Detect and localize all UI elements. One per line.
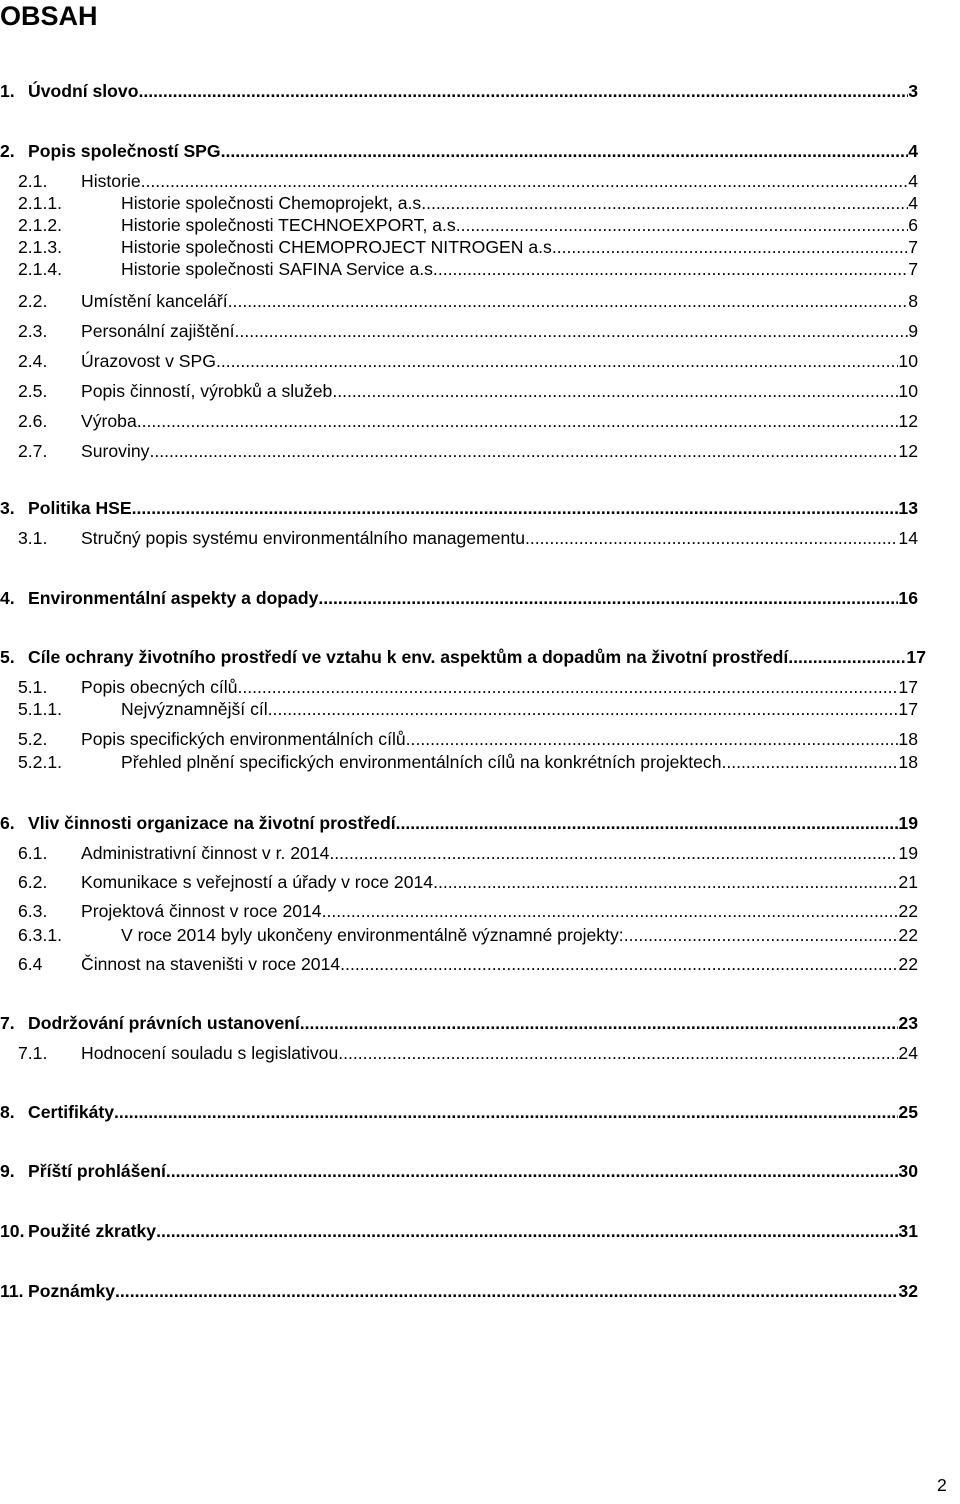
dot-leader [338, 1042, 898, 1064]
toc-entry-page-number: 7 [908, 237, 918, 257]
dot-leader [525, 527, 898, 549]
dot-leader [137, 410, 899, 432]
toc-entry-body [28, 80, 918, 102]
toc-entry-title: Administrativní činnost v r. 2014 [81, 843, 330, 863]
toc-entry-number: 5.2.1. [18, 752, 63, 772]
toc-entry-body [28, 140, 918, 162]
page-number: 2 [937, 1475, 947, 1495]
toc-entry-title: Dodržování právních ustanovení [28, 1013, 300, 1033]
toc-entry-title: Stručný popis systému environmentálního managementu [81, 528, 525, 548]
toc-entry-title: V roce 2014 byly ukončeny environmentálně významné projekty: [121, 925, 624, 945]
toc-entry-page-number: 22 [898, 925, 918, 945]
toc-entry-title: Použité zkratky [28, 1221, 157, 1241]
toc-entry-page-number: 22 [898, 901, 918, 921]
toc-entry[interactable] [18, 170, 918, 192]
toc-entry-body [81, 842, 918, 864]
toc-entry-body [28, 646, 926, 668]
toc-entry-page-number: 19 [898, 813, 918, 833]
toc-entry[interactable] [18, 350, 918, 372]
toc-entry-page-number: 30 [898, 1161, 918, 1181]
toc-entry[interactable] [18, 751, 918, 773]
toc-entry-number: 9. [0, 1161, 15, 1181]
dot-leader [461, 214, 909, 236]
toc-entry-page-number: 10 [898, 381, 918, 401]
toc-entry-number: 6.4 [18, 954, 43, 974]
toc-entry-page-number: 21 [898, 872, 918, 892]
toc-entry-body [121, 924, 918, 946]
toc-entry-body [81, 380, 918, 402]
dot-leader [149, 440, 898, 462]
toc-entry-title: Personální zajištění [81, 321, 235, 341]
dot-leader [235, 320, 909, 342]
dot-leader [115, 1280, 898, 1302]
dot-leader [138, 80, 908, 102]
dot-leader [322, 900, 899, 922]
toc-entry-number: 2.7. [18, 441, 48, 461]
toc-entry[interactable] [0, 587, 918, 609]
dot-leader [426, 192, 908, 214]
dot-leader [788, 646, 906, 668]
dot-leader [237, 676, 898, 698]
toc-entry-page-number: 3 [908, 81, 918, 101]
dot-leader [156, 1220, 898, 1242]
toc-entry-title: Přehled plnění specifických environmentálních cílů na konkrétních projektech [121, 752, 722, 772]
toc-entry-body [28, 1280, 918, 1302]
toc-entry-number: 5.1.1. [18, 699, 63, 719]
toc-entry-body [81, 676, 918, 698]
dot-leader [132, 497, 899, 519]
toc-entry-title: Popis společností SPG [28, 141, 221, 161]
toc-entry-page-number: 8 [908, 291, 918, 311]
toc-entry-title: Suroviny [81, 441, 150, 461]
toc-entry-title: Popis specifických environmentálních cílů [81, 729, 406, 749]
toc-entry-title: Popis činností, výrobků a služeb [81, 381, 333, 401]
dot-leader [141, 170, 909, 192]
dot-leader [166, 1160, 899, 1182]
toc-entry[interactable] [18, 871, 918, 893]
toc-entry-page-number: 19 [898, 843, 918, 863]
toc-entry-number: 2.2. [18, 291, 48, 311]
toc-entry-number: 2.1.4. [18, 259, 63, 279]
toc-entry-number: 6.1. [18, 843, 48, 863]
toc-entry-page-number: 31 [898, 1221, 918, 1241]
dot-leader [318, 587, 898, 609]
toc-entry[interactable] [18, 192, 918, 214]
dot-leader [114, 1101, 898, 1123]
toc-entry-number: 10. [0, 1221, 25, 1241]
toc-entry-body [28, 812, 918, 834]
toc-entry-body [81, 953, 918, 975]
toc-entry-page-number: 25 [898, 1102, 918, 1122]
dot-leader [721, 751, 898, 773]
toc-entry[interactable] [18, 1042, 918, 1064]
toc-entry-body [121, 236, 918, 258]
toc-entry-title: Vliv činnosti organizace na životní prostředí [28, 813, 396, 833]
toc-entry[interactable] [18, 236, 918, 258]
toc-entry[interactable] [0, 1101, 918, 1123]
dot-leader [406, 728, 899, 750]
toc-entry-body [81, 170, 918, 192]
toc-entry-number: 6.2. [18, 872, 48, 892]
toc-entry-page-number: 24 [898, 1043, 918, 1063]
toc-entry-page-number: 18 [898, 752, 918, 772]
toc-entry-number: 2.1.3. [18, 237, 63, 257]
dot-leader [340, 953, 898, 975]
page-title: OBSAH [0, 1, 98, 31]
toc-entry[interactable] [0, 646, 926, 668]
toc-entry-number: 2.3. [18, 321, 48, 341]
toc-entry-page-number: 16 [898, 588, 918, 608]
toc-entry-title: Výroba [81, 411, 137, 431]
toc-entry-number: 2. [0, 141, 15, 161]
dot-leader [216, 350, 898, 372]
toc-entry-body [81, 410, 918, 432]
toc-entry-number: 3. [0, 498, 15, 518]
toc-entry-number: 2.6. [18, 411, 48, 431]
toc-entry-page-number: 12 [898, 411, 918, 431]
toc-entry-body [28, 1101, 918, 1123]
toc-entry-number: 4. [0, 588, 15, 608]
toc-entry[interactable] [18, 290, 918, 312]
toc-entry-title: Historie [81, 171, 141, 191]
dot-leader [300, 1012, 899, 1034]
toc-entry-page-number: 14 [898, 528, 918, 548]
toc-entry-title: Nejvýznamnější cíl [121, 699, 268, 719]
toc-entry-body [81, 1042, 918, 1064]
toc-entry-title: Popis obecných cílů [81, 677, 238, 697]
toc-entry-body [28, 1220, 918, 1242]
dot-leader [433, 871, 898, 893]
toc-entry-body [121, 214, 918, 236]
toc-entry-body [81, 290, 918, 312]
toc-entry[interactable] [0, 1220, 918, 1242]
toc-entry-page-number: 18 [898, 729, 918, 749]
toc-entry-number: 6. [0, 813, 15, 833]
toc-entry-page-number: 17 [898, 699, 918, 719]
toc-entry-body [28, 497, 918, 519]
toc-entry-number: 7. [0, 1013, 15, 1033]
toc-entry-page-number: 4 [908, 141, 918, 161]
toc-entry-page-number: 12 [898, 441, 918, 461]
toc-entry[interactable] [18, 440, 918, 462]
toc-entry-page-number: 17 [898, 677, 918, 697]
toc-entry-title: Historie společnosti Chemoprojekt, a.s. [121, 193, 427, 213]
toc-entry-title: Historie společnosti SAFINA Service a.s. [121, 259, 438, 279]
toc-entry-page-number: 6 [908, 215, 918, 235]
toc-entry-body [28, 1160, 918, 1182]
toc-entry[interactable] [18, 842, 918, 864]
toc-entry-number: 2.1.2. [18, 215, 63, 235]
dot-leader [228, 290, 909, 312]
toc-entry-title: Umístění kanceláří [81, 291, 228, 311]
toc-entry[interactable] [18, 698, 918, 720]
toc-entry-number: 1. [0, 81, 15, 101]
toc-entry-number: 2.1. [18, 171, 48, 191]
toc-entry[interactable] [0, 1280, 918, 1302]
toc-entry-page-number: 9 [908, 321, 918, 341]
dot-leader [268, 698, 899, 720]
dot-leader [221, 140, 909, 162]
toc-entry-number: 5. [0, 647, 15, 667]
dot-leader [624, 924, 899, 946]
toc-entry-number: 2.5. [18, 381, 48, 401]
toc-entry-number: 11. [0, 1281, 24, 1301]
toc-entry-body [81, 527, 918, 549]
toc-entry-body [121, 192, 918, 214]
toc-entry-page-number: 23 [898, 1013, 918, 1033]
toc-entry[interactable] [18, 527, 918, 549]
toc-entry[interactable] [18, 924, 918, 946]
toc-entry-page-number: 32 [898, 1281, 918, 1301]
toc-entry-title: Úvodní slovo [28, 81, 139, 101]
toc-entry-title: Příští prohlášení [28, 1161, 166, 1181]
toc-entry[interactable] [18, 728, 918, 750]
toc-entry-title: Projektová činnost v roce 2014 [81, 901, 322, 921]
dot-leader [438, 258, 908, 280]
toc-entry-body [81, 871, 918, 893]
toc-entry-page-number: 7 [908, 259, 918, 279]
toc-entry-title: Úrazovost v SPG [81, 351, 216, 371]
toc-entry[interactable] [0, 812, 918, 834]
toc-entry-number: 5.2. [18, 729, 48, 749]
toc-entry[interactable] [0, 140, 918, 162]
toc-entry[interactable] [18, 214, 918, 236]
toc-entry-page-number: 4 [908, 171, 918, 191]
toc-entry-number: 8. [0, 1102, 15, 1122]
toc-entry-number: 7.1. [18, 1043, 48, 1063]
toc-entry[interactable] [18, 410, 918, 432]
toc-entry-number: 2.1.1. [18, 193, 63, 213]
toc-entry-body [28, 587, 918, 609]
dot-leader [557, 236, 909, 258]
toc-entry-number: 6.3. [18, 901, 48, 921]
toc-entry-body [121, 258, 918, 280]
toc-entry-title: Hodnocení souladu s legislativou [81, 1043, 339, 1063]
toc-entry-body [28, 1012, 918, 1034]
toc-entry-title: Poznámky [28, 1281, 116, 1301]
toc-entry-title: Politika HSE [28, 498, 132, 518]
toc-entry-body [81, 350, 918, 372]
toc-entry-page-number: 4 [908, 193, 918, 213]
toc-entry-page-number: 22 [898, 954, 918, 974]
toc-entry[interactable] [0, 497, 918, 519]
toc-entry[interactable] [18, 676, 918, 698]
toc-entry-body [121, 698, 918, 720]
toc-entry-title: Historie společnosti CHEMOPROJECT NITROGEN a.s. [121, 237, 557, 257]
toc-entry[interactable] [18, 380, 918, 402]
toc-entry-body [121, 751, 918, 773]
toc-entry-body [81, 440, 918, 462]
toc-entry-number: 3.1. [18, 528, 48, 548]
toc-entry[interactable] [0, 1160, 918, 1182]
toc-entry[interactable] [18, 953, 918, 975]
toc-entry-page-number: 10 [898, 351, 918, 371]
toc-entry[interactable] [18, 320, 918, 342]
dot-leader [396, 812, 899, 834]
dot-leader [329, 842, 898, 864]
toc-entry-number: 2.4. [18, 351, 48, 371]
toc-entry-body [81, 320, 918, 342]
toc-entry-number: 5.1. [18, 677, 48, 697]
toc-entry-title: Činnost na staveništi v roce 2014 [81, 954, 341, 974]
toc-entry-title: Cíle ochrany životního prostředí ve vztahu k env. aspektům a dopadům na životní prostředí [28, 647, 789, 667]
toc-entry[interactable] [0, 1012, 918, 1034]
toc-entry-title: Komunikace s veřejností a úřady v roce 2014 [81, 872, 434, 892]
toc-entry-page-number: 17 [906, 647, 926, 667]
toc-entry-number: 6.3.1. [18, 925, 63, 945]
toc-entry[interactable] [0, 80, 918, 102]
toc-entry-title: Historie společnosti TECHNOEXPORT, a.s. [121, 215, 461, 235]
toc-entry[interactable] [18, 900, 918, 922]
toc-entry-title: Certifikáty [28, 1102, 115, 1122]
toc-entry[interactable] [18, 258, 918, 280]
toc-entry-page-number: 13 [898, 498, 918, 518]
toc-entry-body [81, 900, 918, 922]
toc-entry-title: Environmentální aspekty a dopady [28, 588, 319, 608]
dot-leader [332, 380, 898, 402]
toc-entry-body [81, 728, 918, 750]
